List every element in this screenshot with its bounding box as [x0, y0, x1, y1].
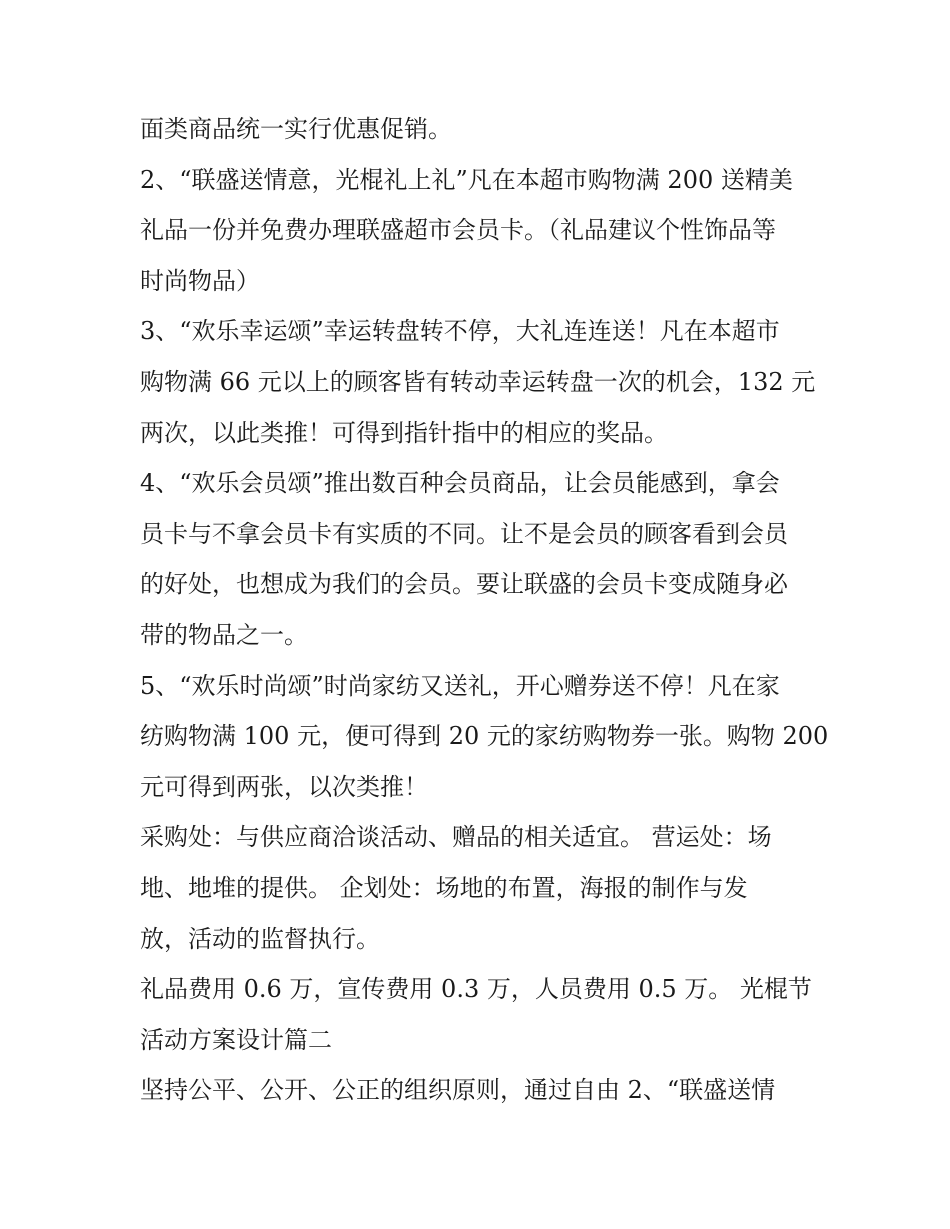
text-line-13: 纺购物满 100 元，便可得到 20 元的家纺购物券一张。购物 200	[140, 722, 829, 751]
text-line-20: 坚持公平、公开、公正的组织原则，通过自由 2、“联盛送情	[140, 1076, 776, 1105]
text-line-9: 员卡与不拿会员卡有实质的不同。让不是会员的顾客看到会员	[140, 519, 788, 548]
text-line-3: 礼品一份并免费办理联盛超市会员卡。（礼品建议个性饰品等	[140, 216, 776, 245]
text-line-16: 地、地堆的提供。 企划处：场地的布置，海报的制作与发	[140, 873, 748, 902]
text-line-11: 带的物品之一。	[140, 620, 308, 649]
text-line-12: 5、“欢乐时尚颂”时尚家纺又送礼，开心赠券送不停！凡在家	[140, 671, 780, 700]
text-line-19: 活动方案设计篇二	[140, 1025, 332, 1054]
text-line-18: 礼品费用 0.6 万，宣传费用 0.3 万，人员费用 0.5 万。 光棍节	[140, 975, 812, 1004]
text-line-1: 面类商品统一实行优惠促销。	[140, 115, 452, 143]
text-line-17: 放，活动的监督执行。	[140, 924, 380, 953]
document-body	[140, 104, 830, 1116]
text-line-14: 元可得到两张，以次类推！	[140, 772, 428, 801]
text-line-7: 两次，以此类推！可得到指针指中的相应的奖品。	[140, 418, 668, 447]
text-line-5: 3、“欢乐幸运颂”幸运转盘转不停，大礼连连送！凡在本超市	[140, 317, 780, 346]
text-line-2: 2、“联盛送情意，光棍礼上礼”凡在本超市购物满 200 送精美	[140, 165, 793, 194]
text-line-10: 的好处，也想成为我们的会员。要让联盛的会员卡变成随身必	[140, 570, 788, 599]
text-line-15: 采购处：与供应商洽谈活动、赠品的相关适宜。 营运处：场	[140, 823, 772, 852]
text-line-6: 购物满 66 元以上的顾客皆有转动幸运转盘一次的机会，132 元	[140, 367, 816, 396]
text-line-8: 4、“欢乐会员颂”推出数百种会员商品，让会员能感到，拿会	[140, 469, 780, 498]
text-line-4: 时尚物品）	[140, 266, 260, 295]
